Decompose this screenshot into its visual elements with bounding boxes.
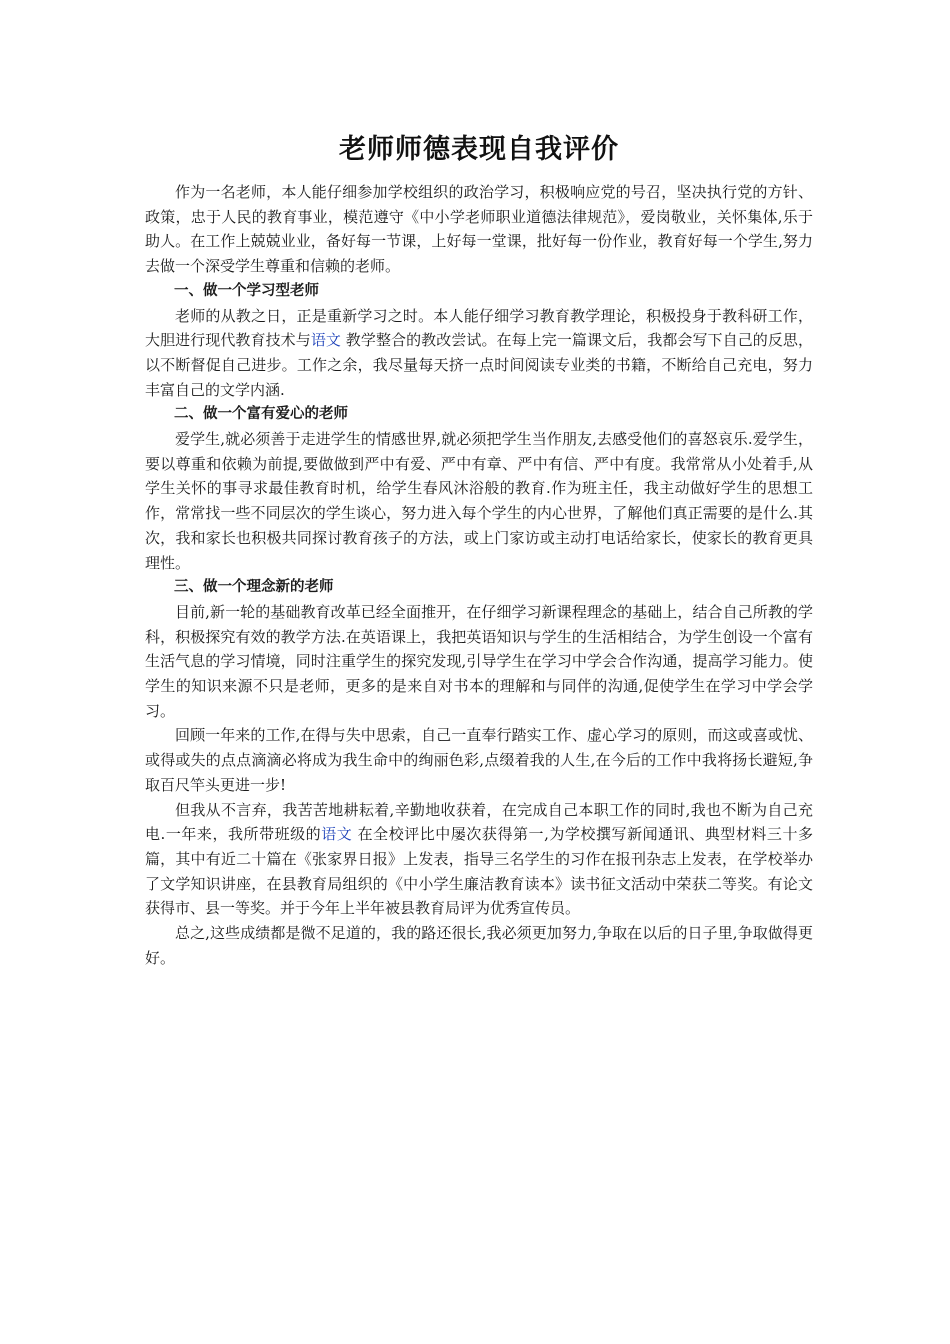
chinese-subject-link[interactable]: 语文	[310, 331, 341, 350]
document-page	[145, 128, 813, 971]
conclusion-paragraph: 总之,这些成绩都是微不足道的，我的路还很长,我必须更加努力,争取在以后的日子里,争取做得更好。	[145, 924, 813, 967]
chinese-subject-link[interactable]: 语文	[321, 825, 353, 844]
paragraph-text: 在全校评比中屡次获得第一,为学校撰写新闻通讯、典型材料三十多篇，其中有近二十篇在《张家界日报》上发表，指导三名学生的习作在报刊杂志上发表，在学校举办了文学知识讲座，在县教育局组织的《中小学生廉洁教育读本》读书征文活动中荣获二等奖。有论文获得市、县一等奖。并于今年上半年被县教育局评为优秀宣传员。	[145, 825, 813, 918]
section-heading-innovative: 三、做一个理念新的老师	[174, 579, 334, 596]
paragraph-text: 教学整合的教改尝试。在每上完一篇课文后，我都会写下自己的反思，以不断督促自己进步。工作之余，我尽量每天挤一点时间阅读专业类的书籍，不断给自己充电，努力丰富自己的文学内涵.	[145, 331, 813, 399]
achievement-paragraph	[145, 798, 813, 922]
section-heading-caring: 二、做一个富有爱心的老师	[174, 406, 348, 423]
review-paragraph: 回顾一年来的工作,在得与失中思索，自己一直奉行踏实工作、虚心学习的原则，而这或喜或忧、或得或失的点点滴滴必将成为我生命中的绚丽色彩,点缀着我的人生,在今后的工作中我将扬长避短,争取百尺竿头更进一步!	[145, 726, 813, 794]
section-paragraph-learning	[145, 304, 813, 403]
section-paragraph-caring: 爱学生,就必须善于走进学生的情感世界,就必须把学生当作朋友,去感受他们的喜怒哀乐.爱学生，要以尊重和依赖为前提,要做做到严中有爱、严中有章、严中有信、严中有度。我常常从小处着手,从学生关怀的事寻求最佳教育时机，给学生春风沐浴般的教育.作为班主任，我主动做好学生的思想工作，常常找一些不同层次的学生谈心，努力进入每个学生的内心世界，了解他们真正需要的是什么.其次，我和家长也积极共同探讨教育孩子的方法，或上门家访或主动打电话给家长，使家长的教育更具理性。	[145, 430, 813, 572]
section-heading-learning: 一、做一个学习型老师	[174, 282, 319, 299]
paragraph-text: 老师的从教之日，正是重新学习之时。本人能仔细学习教育教学理论，积极投身于教科研工作，大胆进行现代教育技术与	[145, 306, 813, 350]
intro-paragraph: 作为一名老师，本人能仔细参加学校组织的政治学习，积极响应党的号召，坚决执行党的方针、政策，忠于人民的教育事业，模范遵守《中小学老师职业道德法律规范》，爱岗敬业，关怀集体,乐于助人。在工作上兢兢业业，备好每一节课，上好每一堂课，批好每一份作业，教育好每一个学生,努力去做一个深受学生尊重和信赖的老师。	[145, 183, 813, 276]
section-paragraph-innovative: 目前,新一轮的基础教育改革已经全面推开，在仔细学习新课程理念的基础上，结合自己所教的学科，积极探究有效的教学方法.在英语课上，我把英语知识与学生的生活相结合，为学生创设一个富有生活气息的学习情境，同时注重学生的探究发现,引导学生在学习中学会合作沟通，提高学习能力。使学生的知识来源不只是老师，更多的是来自对书本的理解和与同伴的沟通,促使学生在学习中学会学习。	[145, 602, 813, 720]
paragraph-text: 但我从不言弃，我苦苦地耕耘着,辛勤地收获着，在完成自己本职工作的同时,我也不断为自己充电.一年来，我所带班级的	[145, 800, 813, 844]
document-title: 老师师德表现自我评价	[339, 134, 619, 165]
